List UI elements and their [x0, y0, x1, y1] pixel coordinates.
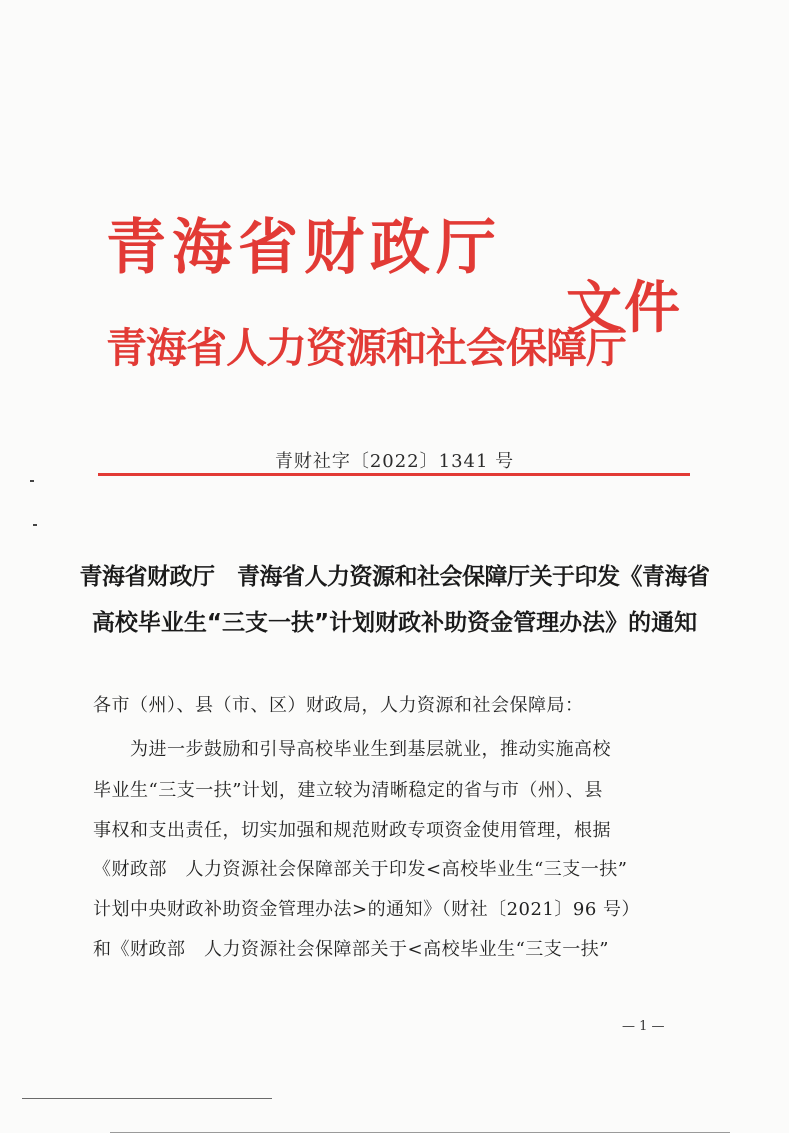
- document-title-line-1: 青海省财政厅 青海省人力资源和社会保障厅关于印发《青海省: [79, 564, 710, 590]
- page-number: — 1 —: [622, 1019, 665, 1034]
- document-number: 青财社字〔2022〕1341 号: [274, 451, 515, 472]
- issuer-name-hrss: 青海省人力资源和社会保障厅: [106, 324, 626, 372]
- scan-edge-line: [22, 1098, 272, 1099]
- salutation: 各市（州）、县（市、区）财政局，人力资源和社会保障局：: [93, 695, 584, 716]
- body-line: 和《财政部 人力资源社会保障部关于<高校毕业生“三支一扶”: [93, 939, 609, 960]
- body-line: 计划中央财政补助资金管理办法>的通知》（财社〔2021〕96 号）: [93, 899, 641, 920]
- red-divider: [98, 473, 690, 476]
- body-line: 为进一步鼓励和引导高校毕业生到基层就业，推动实施高校: [93, 739, 611, 760]
- document-title-line-2: 高校毕业生“三支一扶”计划财政补助资金管理办法》的通知: [91, 610, 698, 636]
- margin-mark: [33, 524, 37, 526]
- body-line: 《财政部 人力资源社会保障部关于印发<高校毕业生“三支一扶”: [93, 859, 628, 880]
- body-line: 毕业生“三支一扶”计划，建立较为清晰稳定的省与市（州）、县: [93, 780, 603, 801]
- body-line: 事权和支出责任，切实加强和规范财政专项资金使用管理，根据: [93, 820, 611, 841]
- margin-mark: [30, 480, 34, 482]
- issuer-name-finance: 青海省财政厅: [106, 213, 502, 283]
- document-type-label: 文件: [566, 275, 682, 341]
